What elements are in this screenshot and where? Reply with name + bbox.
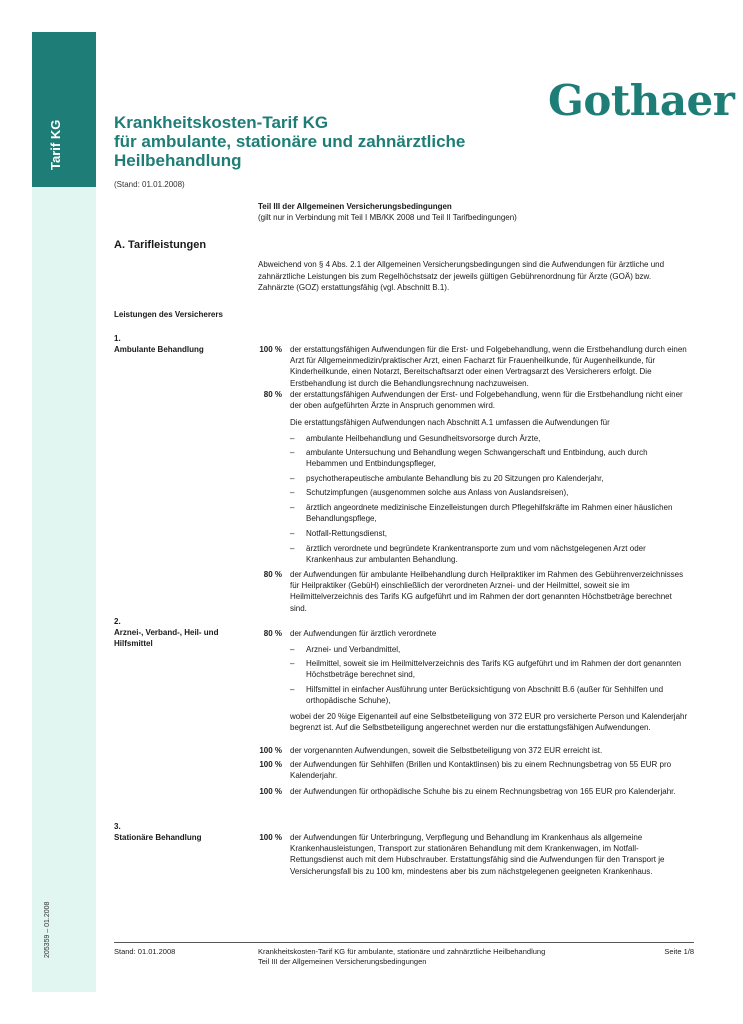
title-line: für ambulante, stationäre und zahnärztliche [114, 132, 466, 151]
list-item-text: Heilmittel, soweit sie im Heilmittelverzeichnis des Tarifs KG aufgeführt und im Rahmen der dort genannten Höchstbeträge berechnet sind, [306, 659, 682, 680]
section-number: 1. [114, 334, 121, 343]
benefit-text: der erstattungsfähigen Aufwendungen für die Erst- und Folgebehandlung, wenn die Erstbehandlung durch einen Arzt für Allgemeinmedizin/praktischer Arzt, einen Facharzt für Frauenheilkunde, für Augenheilkunde, für Kinderheilkunde, einen Notarzt, Bereitschaftsarzt oder einen Vertragsarzt des Versicherers erfolgt. Die Erstbehandlung ist durch die Behandlungsrechnung nachzuweisen. [290, 345, 687, 388]
teil-heading: Teil III der Allgemeinen Versicherungsbedingungen [258, 202, 452, 211]
footer-line-2: Teil III der Allgemeinen Versicherungsbedingungen [258, 957, 427, 966]
list-item-text: ambulante Untersuchung und Behandlung wegen Schwangerschaft und Entbindung, auch durch Hebammen und Entbindungspfleger, [306, 448, 648, 469]
benefit-text: der Aufwendungen für ärztlich verordnete [290, 629, 437, 638]
dash: – [290, 645, 295, 654]
intro-paragraph: Abweichend von § 4 Abs. 2.1 der Allgemeinen Versicherungsbedingungen sind die Aufwendungen für ärztliche und zahnärztliche Leistungen bis zum Regelhöchstsatz der jeweils gültigen Gebührenordnung für Ärzte (GOÄ) bzw. Zahnärzte (GOZ) erstattungsfähig (vgl. Abschnitt B.1). [258, 260, 665, 292]
footer-line-1: Krankheitskosten-Tarif KG für ambulante, stationäre und zahnärztliche Heilbehandlung [258, 947, 546, 956]
side-tab [32, 32, 96, 187]
section-2-heading [114, 616, 244, 650]
section-number: 2. [114, 617, 121, 626]
section-number: 3. [114, 822, 121, 831]
dash: – [290, 544, 295, 553]
list-item-text: ärztlich verordnete und begründete Krankentransporte zum und vom nächstgelegenen Arzt oder Krankenhaus zur ambulanten Behandlung. [306, 544, 646, 565]
teil-note: (gilt nur in Verbindung mit Teil I MB/KK 2008 und Teil II Tarifbedingungen) [258, 213, 517, 222]
list-item-text: Notfall-Rettungsdienst, [306, 529, 387, 538]
dash: – [290, 529, 295, 538]
percentage: 80 % [263, 570, 282, 579]
list-item-text: Arznei- und Verbandmittel, [306, 645, 401, 654]
dash: – [290, 659, 295, 668]
page-number: Seite 1/8 [664, 947, 694, 956]
benefit-text: der erstattungsfähigen Aufwendungen der Erst- und Folgebehandlung, wenn für die Erstbehandlung nicht einer der oben aufgeführten Ärzte in Anspruch genommen wird. [290, 390, 683, 411]
dash: – [290, 434, 295, 443]
footer-divider [114, 942, 694, 943]
percentage: 100 % [259, 787, 282, 796]
list-item-text: Hilfsmittel in einfacher Ausführung unter Berücksichtigung von Abschnitt B.6 (außer für Sehhilfen und orthopädische Schuhe), [306, 685, 664, 706]
side-tab-label: Tarif KG [48, 119, 63, 170]
percentage: 80 % [263, 390, 282, 399]
leistungen-label: Leistungen des Versicherers [114, 310, 223, 319]
benefit-text: der Aufwendungen für Unterbringung, Verpflegung und Behandlung im Krankenhaus als allgemeine Krankenhausleistungen, Transport zur stationären Behandlung mit dem Krankenwagen, im Notfall-Rettungsdienst auch mit dem Hubschrauber. Erstattungsfähig sind die Aufwendungen für den Transport je Versicherungsfall bis zu 100 km, mindestens aber bis zum nächstgelegenen geeigneten Krankenhaus. [290, 833, 665, 876]
section-3-heading [114, 821, 244, 843]
dash: – [290, 503, 295, 512]
list-item-text: ärztlich angeordnete medizinische Einzelleistungen durch Pflegehilfskräfte im Rahmen einer häuslichen Behandlungspflege, [306, 503, 673, 524]
list-item-text: psychotherapeutische ambulante Behandlung bis zu 20 Sitzungen pro Kalenderjahr, [306, 474, 604, 483]
page-title [114, 113, 534, 170]
list-intro: Die erstattungsfähigen Aufwendungen nach Abschnitt A.1 umfassen die Aufwendungen für [290, 418, 610, 427]
list-item-text: Schutzimpfungen (ausgenommen solche aus Anlass von Auslandsreisen), [306, 488, 569, 497]
list-item-text: ambulante Heilbehandlung und Gesundheitsvorsorge durch Ärzte, [306, 434, 541, 443]
percentage: 100 % [259, 746, 282, 755]
stand-date: (Stand: 01.01.2008) [114, 180, 185, 189]
title-line: Krankheitskosten-Tarif KG [114, 113, 329, 132]
section-title: Arznei-, Verband-, Heil- und Hilfsmittel [114, 628, 219, 649]
footer-stand: Stand: 01.01.2008 [114, 947, 176, 956]
benefit-text: der Aufwendungen für Sehhilfen (Brillen und Kontaktlinsen) bis zu einem Rechnungsbetrag von 55 EUR pro Kalenderjahr. [290, 760, 672, 781]
percentage: 100 % [259, 760, 282, 769]
footer-document-title [258, 947, 545, 967]
section-title: Stationäre Behandlung [114, 833, 202, 843]
percentage: 100 % [259, 345, 282, 354]
title-line: Heilbehandlung [114, 151, 242, 170]
benefit-text: der Aufwendungen für ambulante Heilbehandlung durch Heilpraktiker im Rahmen des Gebührenverzeichnisses für Heilpraktiker (GebüH) einschließlich der verordneten Arznei- und der Heilmittel, soweit sie im Heilmittelverzeichnis des Tarifs KG aufgeführt und im Rahmen der dort genannten Höchstbeträge berechnet sind. [290, 570, 684, 613]
section-1-heading [114, 333, 244, 355]
section-title: Ambulante Behandlung [114, 345, 204, 355]
benefit-text: der vorgenannten Aufwendungen, soweit die Selbstbeteiligung von 372 EUR erreicht ist. [290, 746, 603, 755]
dash: – [290, 448, 295, 457]
benefit-text: der Aufwendungen für orthopädische Schuhe bis zu einem Rechnungsbetrag von 165 EUR pro Kalenderjahr. [290, 787, 676, 796]
dash: – [290, 685, 295, 694]
gothaer-logo: Gothaer [548, 76, 735, 125]
teil-info [258, 201, 517, 223]
percentage: 80 % [263, 629, 282, 638]
note-text: wobei der 20 %ige Eigenanteil auf eine Selbstbeteiligung von 372 EUR pro versicherte Person und Kalenderjahr begrenzt ist. Auf die Selbstbeteiligung angerechnet werden nur die erstattungsfähigen Aufwendungen. [290, 712, 688, 733]
document-code: 205359 – 01.2008 [44, 901, 51, 958]
dash: – [290, 474, 295, 483]
dash: – [290, 488, 295, 497]
section-title: A. Tarifleistungen [114, 239, 207, 251]
percentage: 100 % [259, 833, 282, 842]
